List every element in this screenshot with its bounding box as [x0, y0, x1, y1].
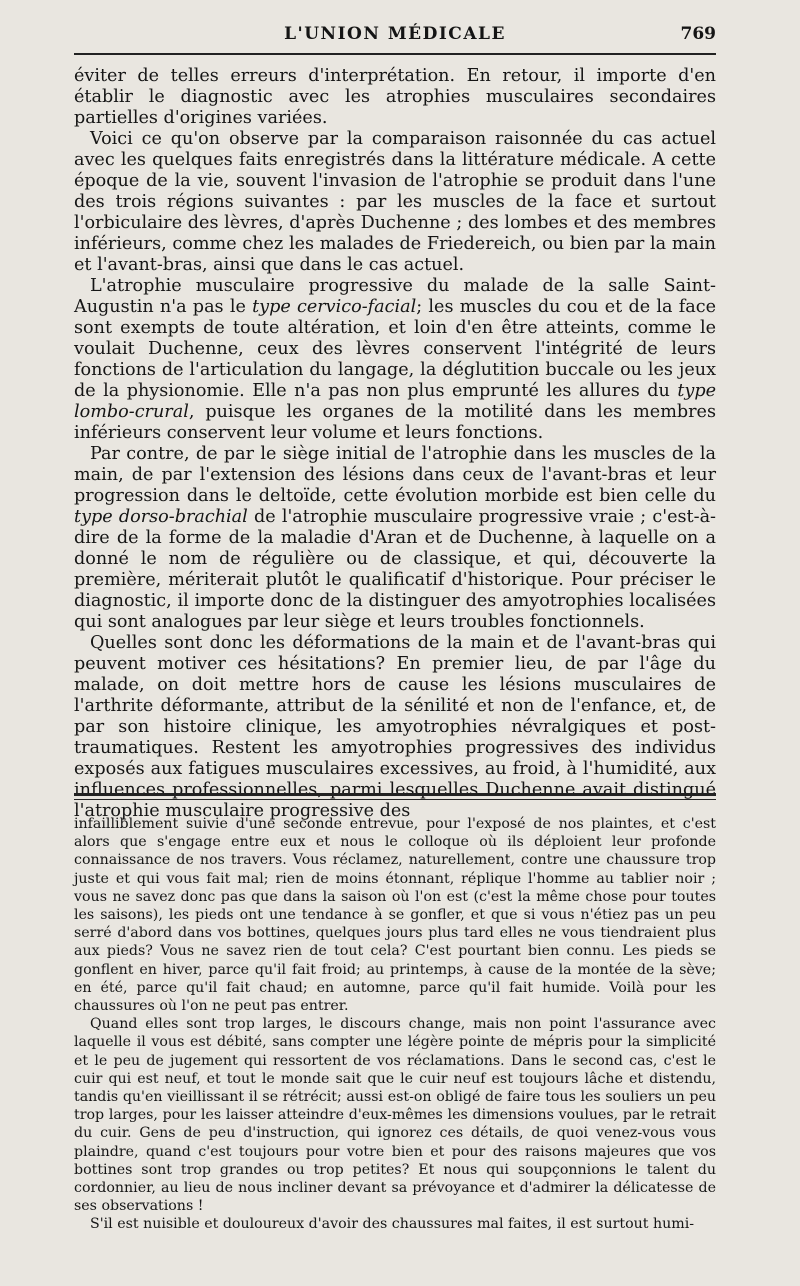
text-run: L'atrophie musculaire progressive du malade de la salle Saint-Augustin n'a pas le	[74, 276, 716, 317]
italic-term: type cervico-facial	[252, 297, 417, 317]
paragraph: Voici ce qu'on observe par la comparaison raisonnée du cas actuel avec les quelques faits enregistrés dans la littérature médicale. A cette époque de la vie, souvent l'invasion de l'atrophie se produit dans l'une des trois régions suivantes : par les muscles de la face et surtout l'orbiculaire des lèvres, d'après Duchenne ; des lombes et des membres inférieurs, comme chez les malades de Friedereich, ou bien par la main et l'avant-bras, ainsi que dans le cas actuel.	[74, 129, 716, 275]
page-number: 769	[680, 24, 716, 44]
header-rule	[74, 53, 716, 55]
text-run: ; les muscles du cou et de la face sont exempts de toute altération, et loin d'en être atteints, comme le voulait Duchenne, ceux des lèvres conservent l'intégrité de leurs fonctions de l'articulation du langage, la déglutition buccale ou les jeux de la physionomie. Elle n'a pas non plus emprunté les allures du	[74, 297, 716, 401]
text-run: de l'atrophie musculaire progressive vraie ; c'est-à-dire de la forme de la maladie d'Aran et de Duchenne, à laquelle on a donné le nom de régulière ou de classique, et qui, découverte la première, mériterait plutôt le qualificatif d'historique. Pour préciser le diagnostic, il importe donc de la distinguer des amyotrophies localisées qui sont analogues par leur siège et leurs troubles fonctionnels.	[74, 507, 716, 632]
running-head	[74, 20, 716, 48]
paragraph	[74, 444, 716, 633]
footnote	[74, 815, 716, 1234]
italic-term: type lombo-crural	[74, 381, 716, 422]
running-title: L'UNION MÉDICALE	[284, 24, 506, 44]
italic-term: type dorso-brachial	[74, 507, 248, 527]
footnote-rule-thin	[74, 799, 716, 800]
text-run: , puisque les organes de la motilité dans les membres inférieurs conservent leur volume et leurs fonctions.	[74, 402, 716, 443]
paragraph: éviter de telles erreurs d'interprétation. En retour, il importe d'en établir le diagnostic avec les atrophies musculaires secondaires partielles d'origines variées.	[74, 66, 716, 128]
footnote-paragraph: Quand elles sont trop larges, le discours change, mais non point l'assurance avec laquelle il vous est débité, sans compter une légère pointe de mépris pour la simplicité et le peu de jugement qui ressortent de vos réclamations. Dans le second cas, c'est le cuir qui est neuf, et tout le monde sait que le cuir neuf est toujours lâche et distendu, tandis qu'en vieillissant il se rétrécit; aussi est-on obligé de faire tous les souliers un peu trop larges, pour les laisser atteindre d'eux-mêmes les dimensions voulues, par le retrait du cuir. Gens de peu d'instruction, qui ignorez ces détails, de quoi venez-vous vous plaindre, quand c'est toujours pour votre bien et pour des raisons majeures que vos bottines sont trop grandes ou trop petites? Et nous qui soupçonnions le talent du cordonnier, au lieu de nous incliner devant sa prévoyance et d'admirer la délicatesse de ses observations !	[74, 1016, 716, 1215]
footnote-paragraph: S'il est nuisible et douloureux d'avoir des chaussures mal faites, il est surtout humi-	[90, 1216, 695, 1233]
text-run: Par contre, de par le siège initial de l'atrophie dans les muscles de la main, de par l'extension des lésions dans ceux de l'avant-bras et leur progression dans le deltoïde, cette évolution morbide est bien celle du	[74, 444, 716, 506]
main-text	[74, 66, 716, 822]
paragraph	[74, 276, 716, 444]
footnote-paragraph: infailliblement suivie d'une seconde entrevue, pour l'exposé de nos plaintes, et c'est alors que s'engage entre eux et nous le colloque où ils déploient leur profonde connaissance de nos travers. Vous réclamez, naturellement, contre une chaussure trop juste et qui vous fait mal; rien de moins étonnant, réplique l'homme au tablier noir ; vous ne savez donc pas que dans la saison où l'on est (c'est la même chose pour toutes les saisons), les pieds ont une tendance à se gonfler, et que si vous n'étiez pas un peu serré d'abord dans vos bottines, quelques jours plus tard elles ne vous tiendraient plus aux pieds? Vous ne savez rien de tout cela? C'est pourtant bien connu. Les pieds se gonflent en hiver, parce qu'il fait froid; au printemps, à cause de la montée de la sève; en été, parce qu'il fait chaud; en automne, parce qu'il fait humide. Voilà pour les chaussures où l'on ne peut pas entrer.	[74, 816, 716, 1015]
paragraph: Quelles sont donc les déformations de la main et de l'avant-bras qui peuvent motiver ces hésitations? En premier lieu, de par l'âge du malade, on doit mettre hors de cause les lésions musculaires de l'arthrite déformante, attribut de la sénilité et non de l'enfance, et, de par son histoire clinique, les amyotrophies névralgiques et post-traumatiques. Restent les amyotrophies progressives des individus exposés aux fatigues musculaires excessives, au froid, à l'humidité, aux influences professionnelles, parmi lesquelles Duchenne avait distingué l'atrophie musculaire progressive des	[74, 633, 716, 821]
footnote-rule-thick	[74, 793, 716, 796]
